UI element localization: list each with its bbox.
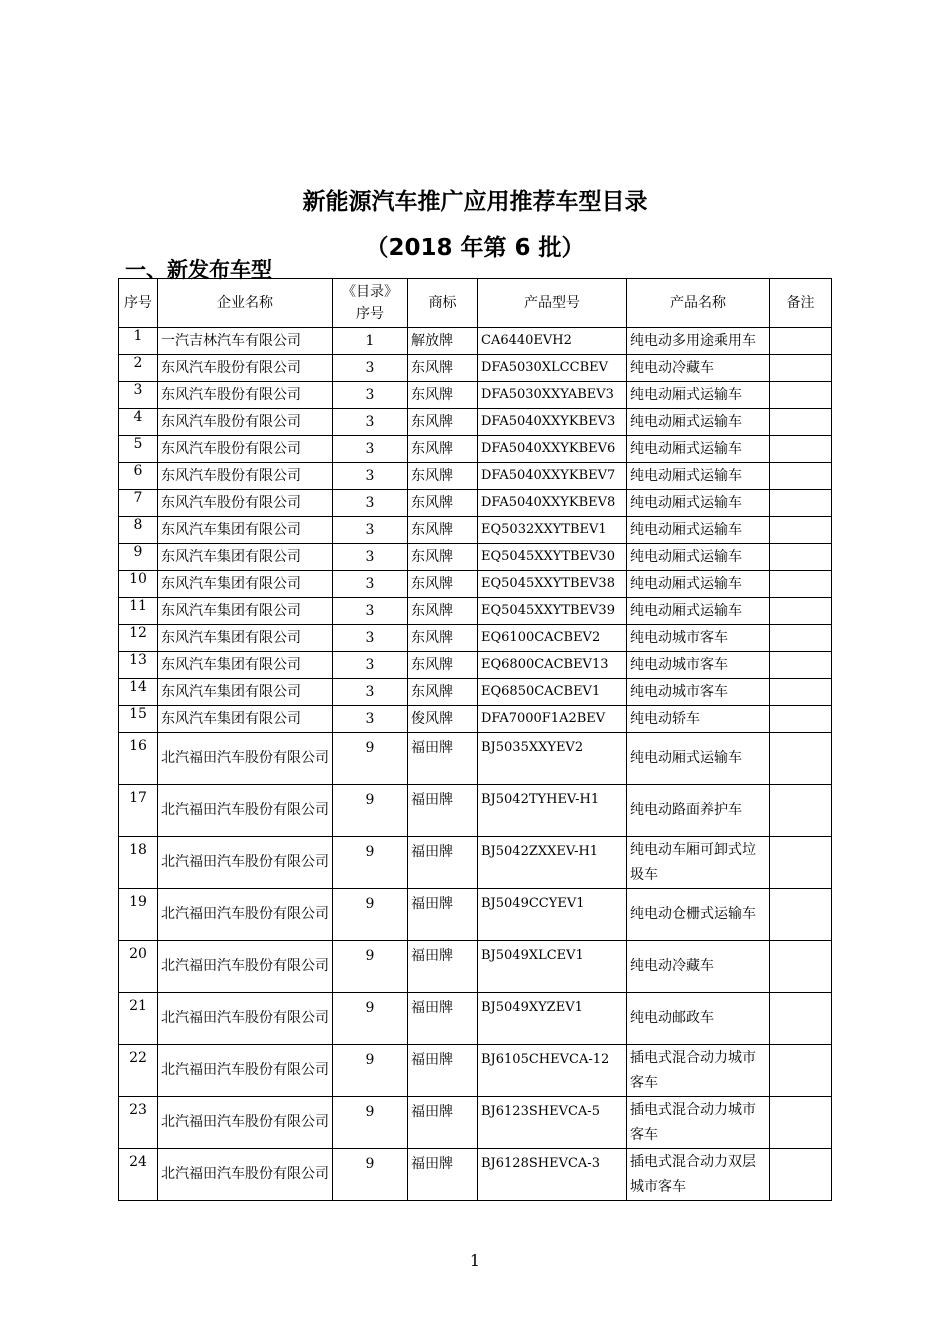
cell-remark [770, 941, 832, 993]
header-company: 企业名称 [158, 279, 333, 328]
page-number: 1 [469, 1251, 481, 1270]
table-row [119, 436, 832, 463]
cell-model: EQ5045XXYTBEV39 [478, 598, 627, 625]
cell-catalog: 9 [333, 1045, 408, 1097]
table-row [119, 490, 832, 517]
cell-brand: 福田牌 [408, 837, 478, 889]
header-brand: 商标 [408, 279, 478, 328]
cell-product: 插电式混合动力城市客车 [627, 1097, 770, 1149]
cell-company: 北汽福田汽车股份有限公司 [158, 785, 333, 837]
header-catalog-line2: 序号 [356, 306, 384, 322]
cell-brand: 东风牌 [408, 625, 478, 652]
cell-catalog: 9 [333, 993, 408, 1045]
cell-catalog: 3 [333, 382, 408, 409]
cell-company: 东风汽车股份有限公司 [158, 382, 333, 409]
cell-no: 19 [119, 889, 158, 941]
table-header-row [119, 279, 832, 328]
cell-brand: 东风牌 [408, 382, 478, 409]
header-remark: 备注 [770, 279, 832, 328]
table-row [119, 785, 832, 837]
cell-catalog: 3 [333, 706, 408, 733]
header-no: 序号 [119, 279, 158, 328]
cell-remark [770, 328, 832, 355]
cell-model: DFA7000F1A2BEV [478, 706, 627, 733]
cell-catalog: 3 [333, 544, 408, 571]
cell-company: 东风汽车股份有限公司 [158, 436, 333, 463]
cell-no: 2 [119, 355, 158, 382]
cell-catalog: 3 [333, 517, 408, 544]
cell-product: 纯电动轿车 [627, 706, 770, 733]
cell-company: 东风汽车股份有限公司 [158, 463, 333, 490]
table-row [119, 679, 832, 706]
cell-remark [770, 490, 832, 517]
table-row [119, 1045, 832, 1097]
cell-model: BJ5049XLCEV1 [478, 941, 627, 993]
cell-company: 东风汽车股份有限公司 [158, 355, 333, 382]
cell-company: 北汽福田汽车股份有限公司 [158, 993, 333, 1045]
header-product: 产品名称 [627, 279, 770, 328]
table-row [119, 889, 832, 941]
cell-no: 24 [119, 1149, 158, 1201]
cell-brand: 福田牌 [408, 733, 478, 785]
cell-company: 北汽福田汽车股份有限公司 [158, 1045, 333, 1097]
cell-catalog: 3 [333, 652, 408, 679]
table-row [119, 941, 832, 993]
cell-brand: 东风牌 [408, 679, 478, 706]
cell-model: EQ5032XXYTBEV1 [478, 517, 627, 544]
cell-product: 纯电动路面养护车 [627, 785, 770, 837]
cell-remark [770, 889, 832, 941]
table-row [119, 1149, 832, 1201]
table-row [119, 463, 832, 490]
cell-brand: 福田牌 [408, 785, 478, 837]
cell-remark [770, 382, 832, 409]
cell-product: 插电式混合动力双层城市客车 [627, 1149, 770, 1201]
cell-catalog: 3 [333, 355, 408, 382]
cell-model: BJ5049XYZEV1 [478, 993, 627, 1045]
table-row [119, 409, 832, 436]
cell-brand: 东风牌 [408, 436, 478, 463]
header-catalog [333, 279, 408, 328]
cell-product: 插电式混合动力城市客车 [627, 1045, 770, 1097]
cell-company: 东风汽车集团有限公司 [158, 571, 333, 598]
cell-no: 9 [119, 544, 158, 571]
document-title: 新能源汽车推广应用推荐车型目录 [302, 189, 648, 215]
cell-brand: 东风牌 [408, 409, 478, 436]
cell-remark [770, 706, 832, 733]
cell-brand: 俊风牌 [408, 706, 478, 733]
cell-model: DFA5030XLCCBEV [478, 355, 627, 382]
cell-model: BJ5035XXYEV2 [478, 733, 627, 785]
table-row [119, 652, 832, 679]
cell-product: 纯电动仓栅式运输车 [627, 889, 770, 941]
cell-remark [770, 785, 832, 837]
section-heading: 一、新发布车型 [125, 258, 272, 282]
table-row [119, 1097, 832, 1149]
cell-catalog: 3 [333, 409, 408, 436]
cell-company: 东风汽车集团有限公司 [158, 706, 333, 733]
cell-brand: 解放牌 [408, 328, 478, 355]
cell-catalog: 9 [333, 1149, 408, 1201]
cell-product: 纯电动冷藏车 [627, 941, 770, 993]
cell-brand: 福田牌 [408, 1045, 478, 1097]
cell-company: 一汽吉林汽车有限公司 [158, 328, 333, 355]
cell-catalog: 3 [333, 571, 408, 598]
cell-brand: 东风牌 [408, 463, 478, 490]
cell-brand: 福田牌 [408, 941, 478, 993]
cell-model: BJ5042TYHEV-H1 [478, 785, 627, 837]
cell-brand: 福田牌 [408, 993, 478, 1045]
cell-no: 20 [119, 941, 158, 993]
cell-product: 纯电动城市客车 [627, 652, 770, 679]
table-row [119, 382, 832, 409]
cell-no: 3 [119, 382, 158, 409]
table-row [119, 328, 832, 355]
vehicle-table [118, 278, 832, 1201]
cell-model: EQ6850CACBEV1 [478, 679, 627, 706]
cell-remark [770, 355, 832, 382]
cell-company: 东风汽车集团有限公司 [158, 652, 333, 679]
cell-remark [770, 409, 832, 436]
cell-remark [770, 571, 832, 598]
cell-company: 北汽福田汽车股份有限公司 [158, 837, 333, 889]
cell-catalog: 9 [333, 1097, 408, 1149]
cell-company: 东风汽车股份有限公司 [158, 409, 333, 436]
cell-no: 21 [119, 993, 158, 1045]
cell-remark [770, 837, 832, 889]
cell-no: 8 [119, 517, 158, 544]
cell-catalog: 3 [333, 625, 408, 652]
table-row [119, 625, 832, 652]
cell-catalog: 9 [333, 733, 408, 785]
cell-catalog: 9 [333, 837, 408, 889]
table-row [119, 355, 832, 382]
cell-remark [770, 517, 832, 544]
cell-model: CA6440EVH2 [478, 328, 627, 355]
cell-remark [770, 733, 832, 785]
cell-model: BJ6128SHEVCA-3 [478, 1149, 627, 1201]
cell-company: 北汽福田汽车股份有限公司 [158, 941, 333, 993]
cell-brand: 东风牌 [408, 544, 478, 571]
cell-product: 纯电动厢式运输车 [627, 490, 770, 517]
table-row [119, 517, 832, 544]
cell-catalog: 3 [333, 679, 408, 706]
cell-product: 纯电动厢式运输车 [627, 436, 770, 463]
cell-remark [770, 652, 832, 679]
cell-model: BJ5042ZXXEV-H1 [478, 837, 627, 889]
cell-model: DFA5040XXYKBEV3 [478, 409, 627, 436]
cell-catalog: 3 [333, 490, 408, 517]
cell-remark [770, 625, 832, 652]
cell-remark [770, 1149, 832, 1201]
cell-product: 纯电动冷藏车 [627, 355, 770, 382]
cell-model: DFA5030XXYABEV3 [478, 382, 627, 409]
cell-product: 纯电动厢式运输车 [627, 598, 770, 625]
cell-no: 17 [119, 785, 158, 837]
cell-model: EQ5045XXYTBEV38 [478, 571, 627, 598]
cell-no: 16 [119, 733, 158, 785]
cell-company: 北汽福田汽车股份有限公司 [158, 733, 333, 785]
cell-model: BJ6105CHEVCA-12 [478, 1045, 627, 1097]
cell-product: 纯电动多用途乘用车 [627, 328, 770, 355]
cell-brand: 东风牌 [408, 490, 478, 517]
cell-product: 纯电动邮政车 [627, 993, 770, 1045]
table-body [119, 328, 832, 1201]
cell-model: DFA5040XXYKBEV7 [478, 463, 627, 490]
cell-catalog: 3 [333, 436, 408, 463]
cell-catalog: 1 [333, 328, 408, 355]
cell-product: 纯电动厢式运输车 [627, 571, 770, 598]
cell-remark [770, 436, 832, 463]
cell-product: 纯电动厢式运输车 [627, 382, 770, 409]
cell-model: DFA5040XXYKBEV6 [478, 436, 627, 463]
cell-no: 12 [119, 625, 158, 652]
cell-model: BJ6123SHEVCA-5 [478, 1097, 627, 1149]
cell-brand: 东风牌 [408, 517, 478, 544]
cell-no: 5 [119, 436, 158, 463]
table-row [119, 544, 832, 571]
cell-company: 东风汽车集团有限公司 [158, 625, 333, 652]
cell-remark [770, 463, 832, 490]
cell-product: 纯电动厢式运输车 [627, 733, 770, 785]
cell-brand: 东风牌 [408, 355, 478, 382]
header-catalog-line1: 《目录》 [342, 284, 398, 300]
cell-no: 4 [119, 409, 158, 436]
cell-catalog: 3 [333, 463, 408, 490]
cell-no: 14 [119, 679, 158, 706]
cell-catalog: 9 [333, 785, 408, 837]
cell-no: 13 [119, 652, 158, 679]
cell-no: 18 [119, 837, 158, 889]
cell-company: 北汽福田汽车股份有限公司 [158, 889, 333, 941]
cell-model: BJ5049CCYEV1 [478, 889, 627, 941]
cell-no: 6 [119, 463, 158, 490]
cell-no: 22 [119, 1045, 158, 1097]
table-row [119, 706, 832, 733]
cell-model: EQ5045XXYTBEV30 [478, 544, 627, 571]
cell-remark [770, 598, 832, 625]
cell-brand: 东风牌 [408, 571, 478, 598]
cell-catalog: 9 [333, 889, 408, 941]
cell-product: 纯电动厢式运输车 [627, 463, 770, 490]
cell-product: 纯电动厢式运输车 [627, 409, 770, 436]
cell-remark [770, 544, 832, 571]
cell-model: EQ6800CACBEV13 [478, 652, 627, 679]
cell-no: 11 [119, 598, 158, 625]
cell-catalog: 3 [333, 598, 408, 625]
cell-company: 东风汽车集团有限公司 [158, 679, 333, 706]
table-row [119, 993, 832, 1045]
cell-product: 纯电动城市客车 [627, 679, 770, 706]
cell-product: 纯电动厢式运输车 [627, 544, 770, 571]
cell-product: 纯电动城市客车 [627, 625, 770, 652]
cell-brand: 福田牌 [408, 1149, 478, 1201]
cell-remark [770, 993, 832, 1045]
cell-company: 东风汽车集团有限公司 [158, 544, 333, 571]
document-subtitle: （2018 年第 6 批） [365, 235, 585, 261]
table-row [119, 571, 832, 598]
cell-company: 东风汽车股份有限公司 [158, 490, 333, 517]
cell-product: 纯电动车厢可卸式垃圾车 [627, 837, 770, 889]
cell-company: 东风汽车集团有限公司 [158, 598, 333, 625]
cell-brand: 东风牌 [408, 652, 478, 679]
cell-brand: 东风牌 [408, 598, 478, 625]
cell-company: 北汽福田汽车股份有限公司 [158, 1097, 333, 1149]
cell-remark [770, 1097, 832, 1149]
table-row [119, 837, 832, 889]
table-row [119, 733, 832, 785]
cell-no: 7 [119, 490, 158, 517]
cell-company: 北汽福田汽车股份有限公司 [158, 1149, 333, 1201]
cell-no: 23 [119, 1097, 158, 1149]
cell-model: DFA5040XXYKBEV8 [478, 490, 627, 517]
cell-brand: 福田牌 [408, 889, 478, 941]
cell-brand: 福田牌 [408, 1097, 478, 1149]
header-model: 产品型号 [478, 279, 627, 328]
cell-remark [770, 679, 832, 706]
cell-company: 东风汽车集团有限公司 [158, 517, 333, 544]
cell-remark [770, 1045, 832, 1097]
table-row [119, 598, 832, 625]
cell-no: 15 [119, 706, 158, 733]
cell-model: EQ6100CACBEV2 [478, 625, 627, 652]
cell-no: 1 [119, 328, 158, 355]
cell-catalog: 9 [333, 941, 408, 993]
cell-product: 纯电动厢式运输车 [627, 517, 770, 544]
cell-no: 10 [119, 571, 158, 598]
